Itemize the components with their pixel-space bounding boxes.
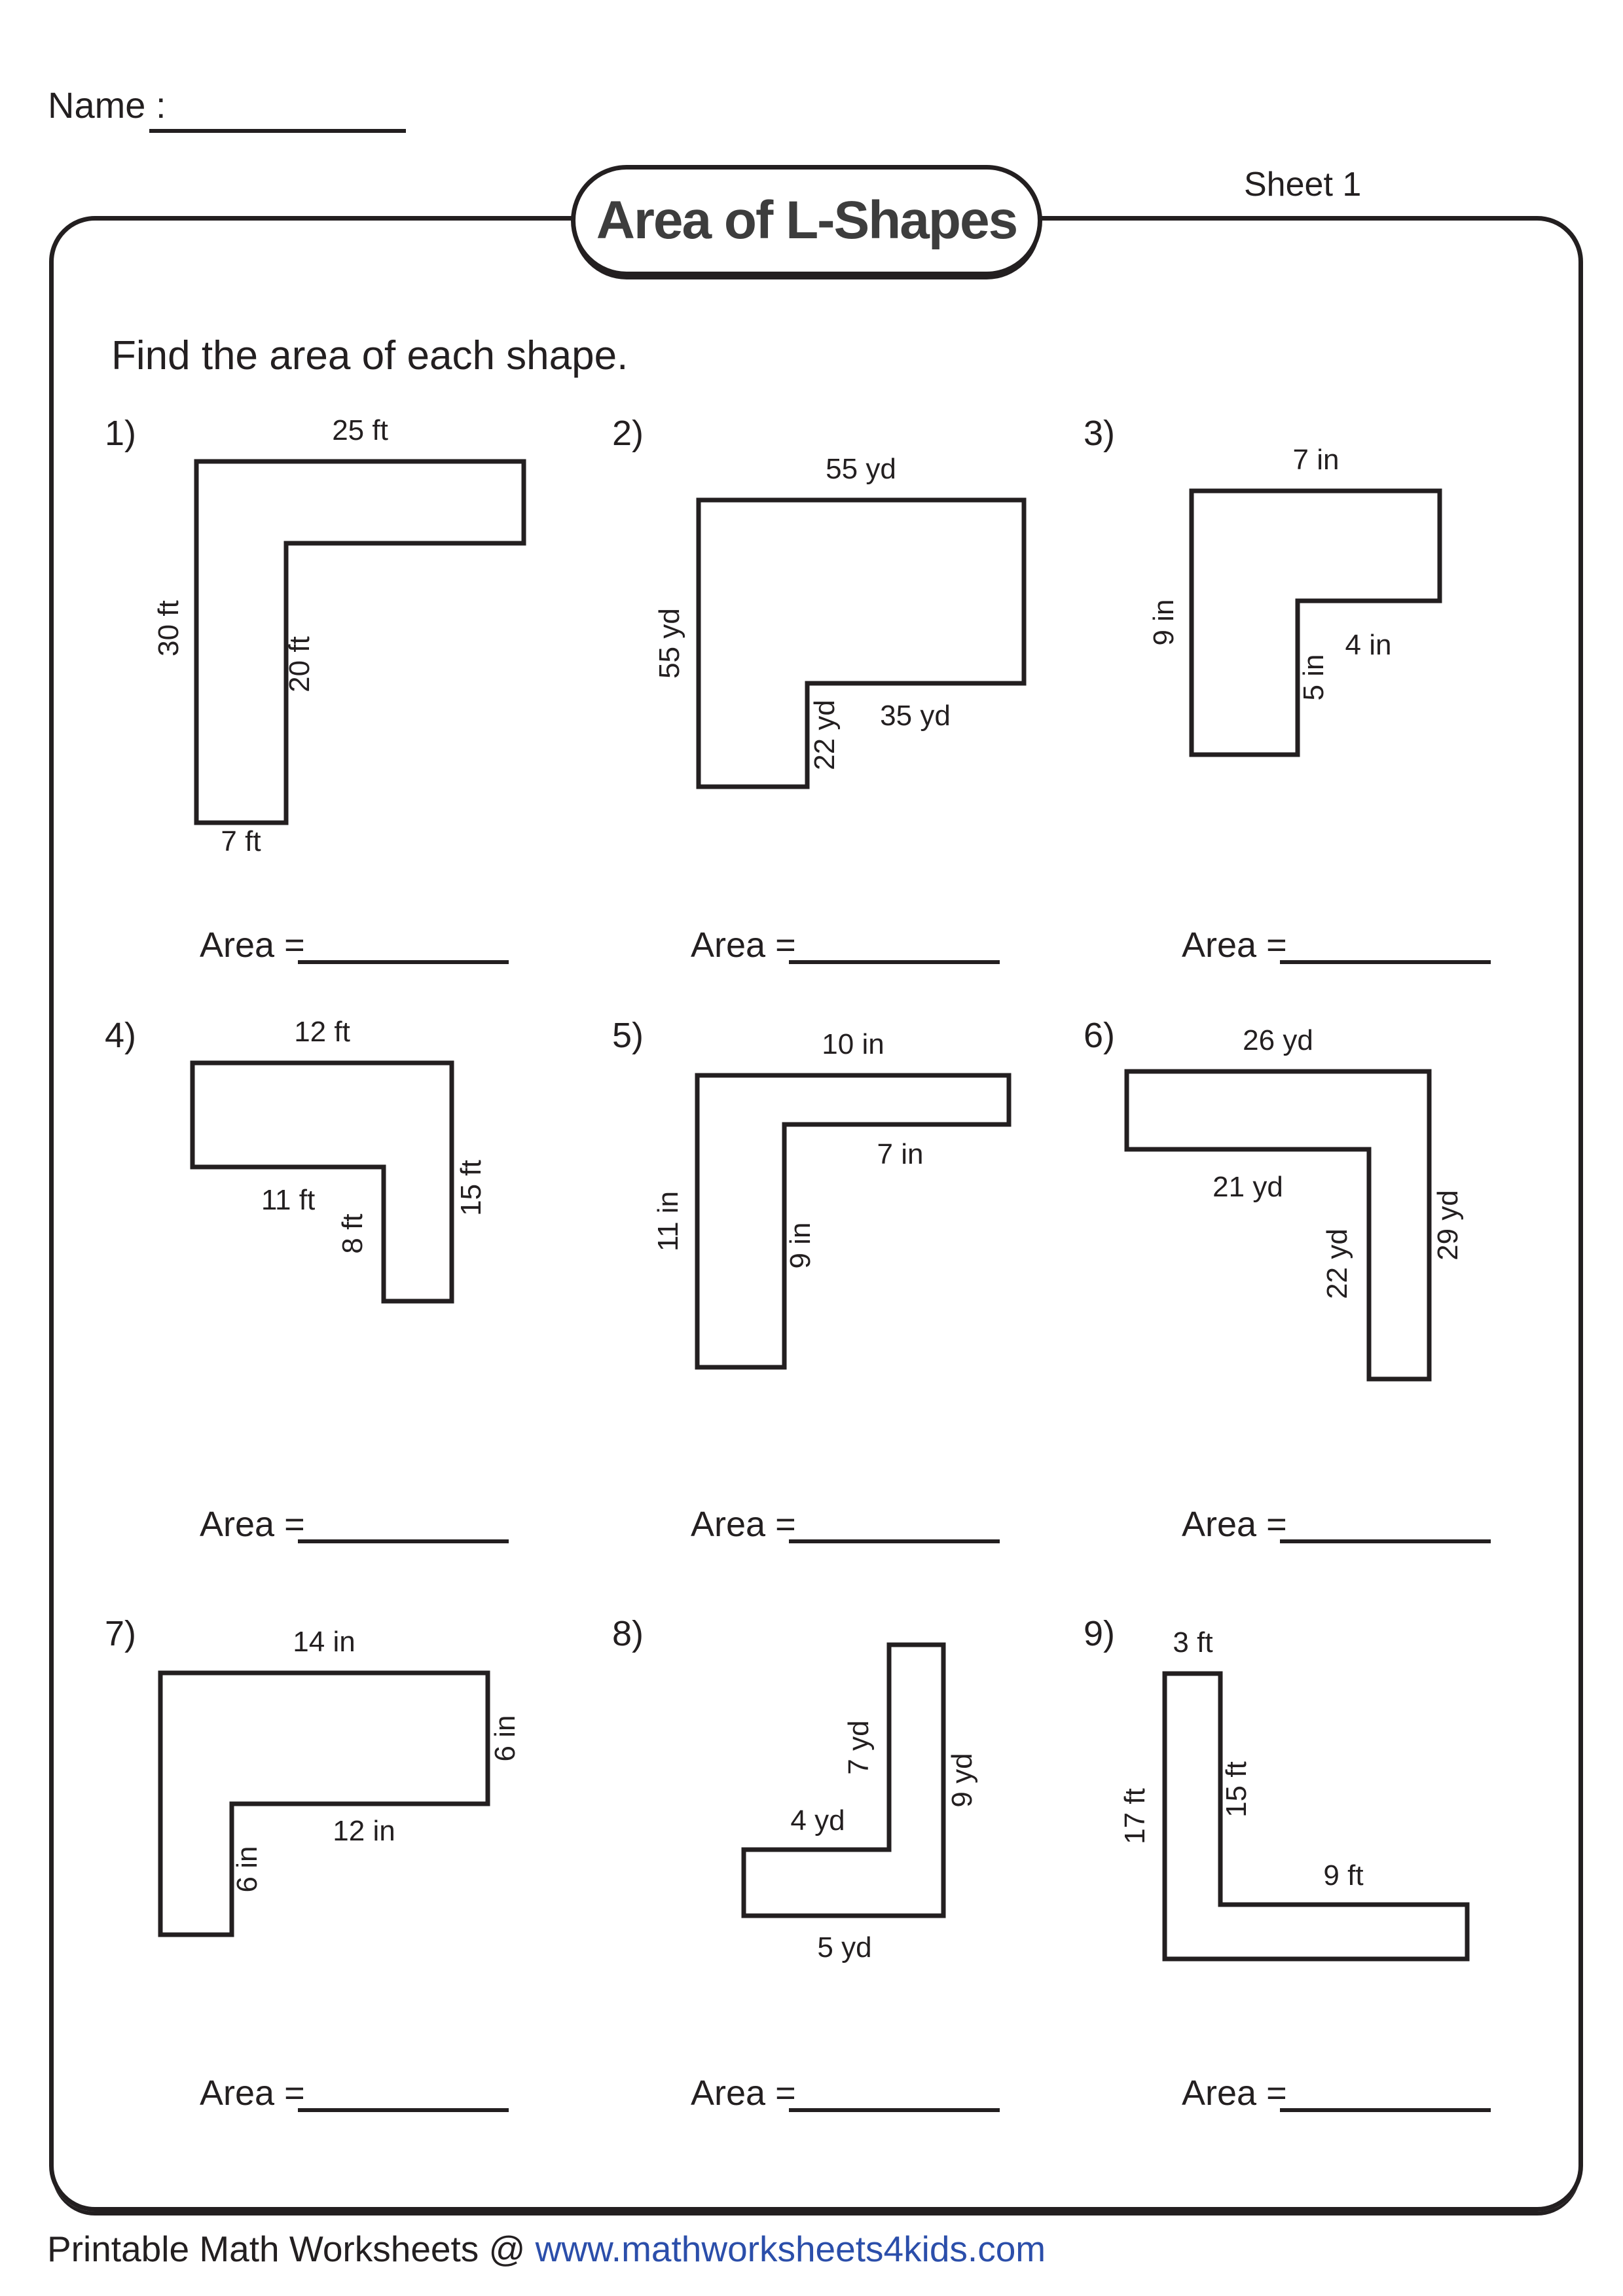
l-shape-polygon-2 (699, 500, 1024, 787)
dim-label-inner-horizontal-9: 9 ft (1323, 1859, 1364, 1892)
dim-label-top-5: 10 in (822, 1028, 884, 1060)
dim-label-inner-vertical-5: 9 in (784, 1222, 816, 1269)
dim-label-right-6: 29 yd (1432, 1190, 1464, 1261)
dim-label-inner-vertical-8: 7 yd (843, 1720, 875, 1775)
dim-label-top-2: 55 yd (826, 453, 896, 485)
dim-label-right-7: 6 in (489, 1715, 521, 1762)
area-label-3: Area = (1182, 925, 1287, 965)
area-label-8: Area = (691, 2073, 796, 2113)
dim-label-inner-horizontal-7: 12 in (333, 1815, 395, 1847)
l-shape-polygon-1 (196, 461, 524, 823)
sheet-number-label: Sheet 1 (1244, 166, 1362, 204)
dim-label-inner-vertical-6: 22 yd (1321, 1229, 1353, 1299)
dim-label-right-8: 9 yd (946, 1753, 978, 1808)
problem-number-7: 7) (105, 1614, 137, 1653)
dim-label-top-9: 3 ft (1173, 1626, 1213, 1659)
dim-label-top-7: 14 in (293, 1626, 356, 1658)
dim-label-inner-vertical-2: 22 yd (809, 700, 841, 770)
area-label-2: Area = (691, 925, 796, 965)
page-title: Area of L-Shapes (596, 190, 1017, 250)
dim-label-left-2: 55 yd (653, 608, 685, 679)
l-shape-polygon-8 (744, 1645, 943, 1916)
dim-label-inner-vertical-3: 5 in (1298, 654, 1330, 701)
dim-label-inner-horizontal-8: 4 yd (790, 1804, 845, 1837)
dim-label-top-4: 12 ft (294, 1016, 350, 1048)
dim-label-inner-vertical-7: 6 in (231, 1846, 263, 1893)
dim-label-top-3: 7 in (1292, 444, 1340, 476)
dim-label-inner-horizontal-3: 4 in (1345, 629, 1392, 661)
problem-number-9: 9) (1084, 1614, 1116, 1653)
dim-label-inner-vertical-1: 20 ft (283, 636, 316, 692)
instruction-text: Find the area of each shape. (111, 333, 629, 378)
problem-number-4: 4) (105, 1016, 137, 1055)
dim-label-inner-vertical-9: 15 ft (1220, 1761, 1252, 1818)
dim-label-right-4: 15 ft (455, 1160, 487, 1216)
l-shape-polygon-3 (1192, 491, 1440, 755)
dim-label-inner-horizontal-2: 35 yd (880, 700, 951, 732)
l-shape-polygon-9 (1165, 1674, 1467, 1959)
dim-label-top-6: 26 yd (1243, 1024, 1313, 1056)
problem-number-2: 2) (612, 414, 644, 453)
area-label-6: Area = (1182, 1505, 1287, 1544)
dim-label-top-1: 25 ft (332, 414, 388, 446)
l-shape-polygon-4 (192, 1063, 452, 1301)
area-label-5: Area = (691, 1505, 796, 1544)
problem-number-8: 8) (612, 1614, 644, 1653)
dim-label-inner-horizontal-5: 7 in (877, 1138, 924, 1170)
footer-prefix-text: Printable Math Worksheets @ (47, 2229, 536, 2269)
dim-label-inner-horizontal-6: 21 yd (1213, 1171, 1283, 1203)
dim-label-left-3: 9 in (1148, 599, 1180, 646)
dim-label-left-1: 30 ft (153, 600, 185, 656)
area-label-9: Area = (1182, 2073, 1287, 2113)
area-label-7: Area = (200, 2073, 305, 2113)
dim-label-inner-vertical-4: 8 ft (337, 1213, 369, 1254)
area-label-1: Area = (200, 925, 305, 965)
footer-site-link[interactable]: www.mathworksheets4kids.com (535, 2229, 1046, 2269)
dim-label-bottom-8: 5 yd (817, 1931, 872, 1964)
dim-label-bottom-1: 7 ft (221, 825, 261, 857)
dim-label-left-9: 17 ft (1119, 1788, 1151, 1844)
dim-label-inner-horizontal-4: 11 ft (261, 1184, 316, 1216)
problem-number-5: 5) (612, 1016, 644, 1055)
l-shape-polygon-7 (160, 1673, 488, 1935)
l-shape-polygon-5 (697, 1075, 1009, 1367)
footer (47, 2228, 1046, 2270)
name-label: Name : (48, 84, 166, 126)
problem-number-3: 3) (1084, 414, 1116, 453)
l-shape-polygon-6 (1127, 1071, 1429, 1379)
dim-label-left-5: 11 in (652, 1191, 684, 1252)
problem-number-6: 6) (1084, 1016, 1116, 1055)
area-label-4: Area = (200, 1505, 305, 1544)
problem-number-1: 1) (105, 414, 137, 453)
